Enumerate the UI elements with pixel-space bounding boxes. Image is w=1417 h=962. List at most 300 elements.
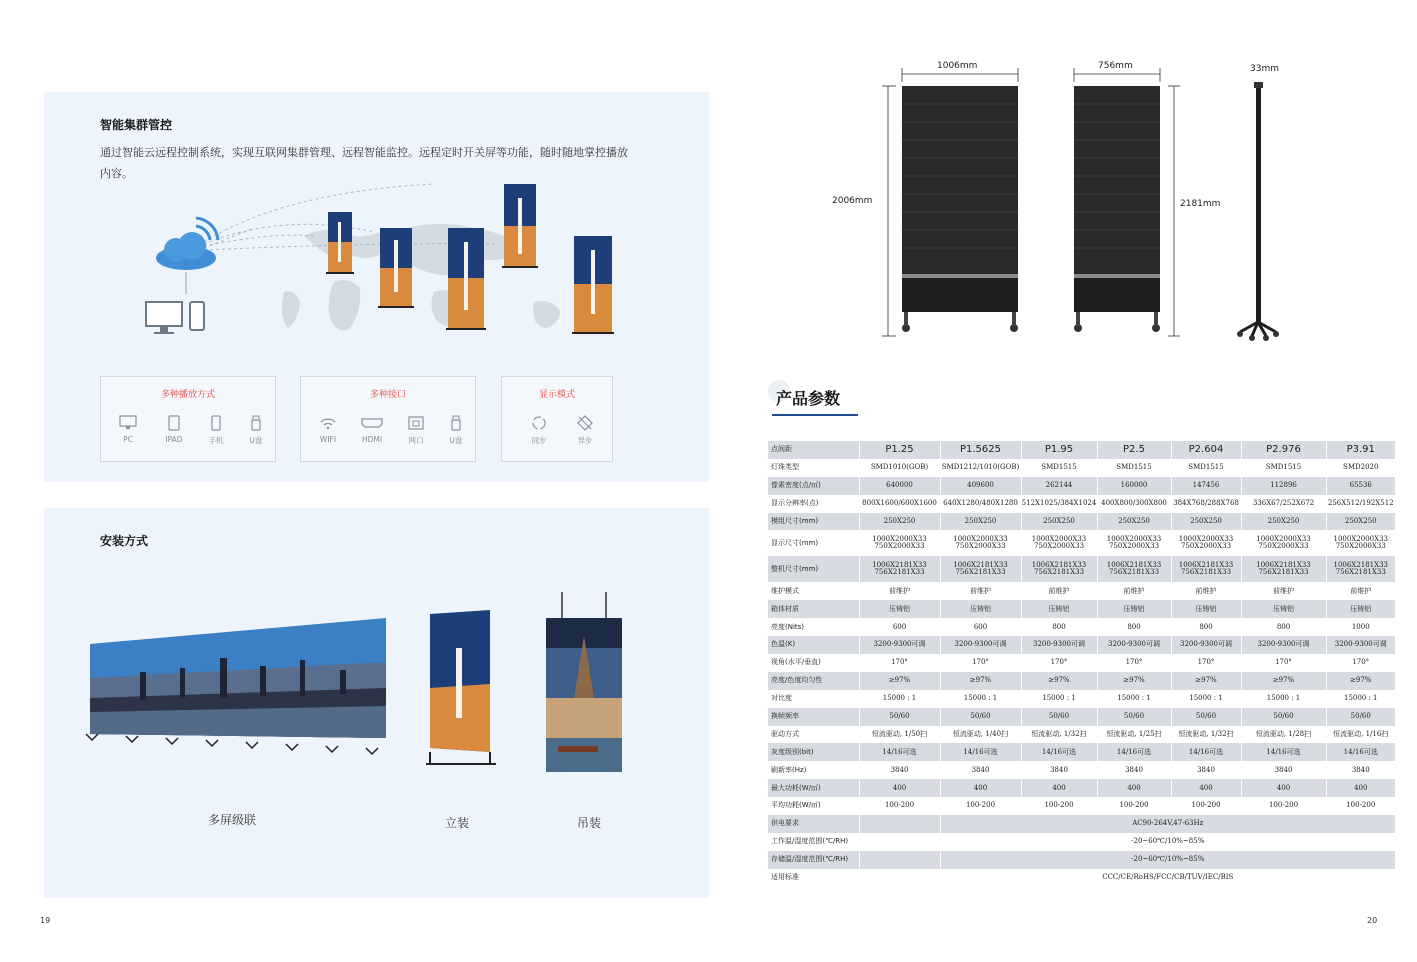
spec-cell xyxy=(1241,797,1326,815)
spec-cell xyxy=(1021,636,1097,654)
spec-row-label: 灰度级别(bit) xyxy=(768,743,859,761)
spec-cell-merged: -20~60℃/10%~85% xyxy=(940,851,1395,869)
spec-cell-value: SMD1010(GOB) xyxy=(870,463,929,472)
spec-cell xyxy=(1326,636,1395,654)
spec-cell-value: 恒流驱动, 1/25扫 xyxy=(1106,729,1162,738)
spec-cell xyxy=(859,761,940,779)
spec-cell-value: 1006X2181X33 xyxy=(1031,561,1087,570)
spec-cell-value: 100-200 xyxy=(965,801,996,810)
spec-row-label: 供电要求 xyxy=(768,815,859,833)
spec-cell xyxy=(1241,618,1326,636)
spec-cell xyxy=(1171,690,1241,708)
spec-cell-value: 前维护 xyxy=(1350,586,1372,595)
spec-cell-value: 100-200 xyxy=(1191,801,1221,810)
spec-cell xyxy=(1171,743,1241,761)
spec-row-label: 维护模式 xyxy=(768,582,859,600)
spec-cell xyxy=(1097,672,1171,690)
spec-cell-value: 1000X2000X33 xyxy=(1256,535,1311,544)
spec-cell xyxy=(1097,779,1171,797)
spec-cell xyxy=(1326,690,1395,708)
spec-cell xyxy=(1097,797,1171,815)
spec-cell-value: 336X67/252X672 xyxy=(1252,498,1315,507)
spec-row xyxy=(768,582,1395,600)
side-unit xyxy=(1237,82,1279,341)
spec-cell-value-2: 756X2181X33 xyxy=(1258,568,1309,577)
spec-cell xyxy=(940,779,1021,797)
spec-cell-value: 170° xyxy=(1197,658,1215,667)
spec-cell-value: 压铸铝 xyxy=(889,604,910,613)
spec-row xyxy=(768,815,1395,833)
spec-cell-value: 前维护 xyxy=(889,586,910,595)
spec-cell-value-2: 756X2181X33 xyxy=(955,568,1006,577)
spec-cell xyxy=(1241,761,1326,779)
feature-label: HDMI xyxy=(361,435,383,444)
spec-cell xyxy=(940,726,1021,744)
tablet-icon xyxy=(165,415,183,431)
spec-cell xyxy=(859,797,940,815)
spec-cell xyxy=(1241,654,1326,672)
spec-cell-value: 15000 : 1 xyxy=(1117,694,1151,703)
spec-cell xyxy=(1241,477,1326,495)
dim-depth: 33mm xyxy=(1250,64,1279,74)
feature-box-display-mode xyxy=(501,376,613,462)
spec-cell-value: 250X250 xyxy=(1267,516,1300,525)
caption-standing: 立装 xyxy=(445,816,470,830)
spec-cell xyxy=(1097,636,1171,654)
spec-cell xyxy=(1171,672,1241,690)
spec-row xyxy=(768,636,1395,654)
spec-row-label: 驱动方式 xyxy=(768,726,859,744)
installation-illustration xyxy=(80,588,640,778)
spec-cell xyxy=(859,654,940,672)
spec-cell xyxy=(859,743,940,761)
spec-cell-value: 15000 : 1 xyxy=(963,694,998,703)
spec-cell-value: 恒流驱动, 1/50扫 xyxy=(871,729,928,738)
spec-row-label: 箱体材质 xyxy=(768,600,859,618)
spec-row xyxy=(768,600,1395,618)
spec-cell-value: 65536 xyxy=(1349,481,1372,490)
spec-model: P1.95 xyxy=(1021,441,1097,459)
spec-cell-value: SMD1515 xyxy=(1116,463,1152,472)
feature-usb xyxy=(241,415,271,446)
spec-cell xyxy=(940,743,1021,761)
spec-row xyxy=(768,869,1395,887)
feature-sync xyxy=(524,415,554,446)
spec-cell-value: 512X1025/384X1024 xyxy=(1021,498,1097,507)
spec-row xyxy=(768,530,1395,556)
spec-cell xyxy=(1021,459,1097,477)
spec-cell xyxy=(1021,797,1097,815)
spec-cell xyxy=(1326,726,1395,744)
spec-cell-value: 压铸铝 xyxy=(1273,604,1294,613)
spec-cell-value: 170° xyxy=(1050,658,1068,667)
spec-cell-value-2: 756X2181X33 xyxy=(1180,568,1232,577)
spec-cell-merged: CCC/CE/RoHS/FCC/CB/TUV/IEC/BIS xyxy=(940,869,1395,887)
spec-table xyxy=(768,441,1395,887)
spec-cell-value: 250X250 xyxy=(1118,516,1150,525)
spec-cell xyxy=(1021,672,1097,690)
spec-cell-value-2: 750X2000X33 xyxy=(1108,542,1160,551)
spec-cell-value: 压铸铝 xyxy=(1123,604,1145,613)
spec-cell-value: 160000 xyxy=(1120,481,1148,490)
spec-cell-value: 15000 : 1 xyxy=(1189,694,1223,703)
spec-cell xyxy=(1021,690,1097,708)
spec-cell xyxy=(1097,726,1171,744)
spec-row xyxy=(768,690,1395,708)
spec-cell-value: 400 xyxy=(973,783,988,792)
spec-row xyxy=(768,708,1395,726)
spec-cell-value: 640000 xyxy=(886,481,913,490)
spec-cell xyxy=(1241,556,1326,582)
standing-screen xyxy=(426,610,496,764)
spec-cell xyxy=(1097,477,1171,495)
spec-cell-value: 前维护 xyxy=(970,586,991,595)
spec-cell-value: 3840 xyxy=(1274,765,1293,774)
spec-cell xyxy=(940,654,1021,672)
spec-row xyxy=(768,618,1395,636)
spec-cell-value: 256X512/192X512 xyxy=(1327,498,1394,507)
spec-cell xyxy=(1326,495,1395,513)
spec-row-label: 工作温/湿度范围(℃/RH) xyxy=(768,833,859,851)
led-screens xyxy=(326,184,614,334)
spec-cell-value-2: 750X2000X33 xyxy=(1335,542,1386,551)
spec-cell xyxy=(1097,708,1171,726)
spec-row-label: 平均功耗(W/㎡) xyxy=(768,797,859,815)
feature-ethernet xyxy=(401,415,431,446)
spec-model: P2.604 xyxy=(1171,441,1241,459)
spec-cell-value: 14/16可选 xyxy=(882,747,917,756)
spec-cell-blank xyxy=(859,833,940,851)
spec-cell xyxy=(1097,513,1171,531)
spec-cell xyxy=(1171,495,1241,513)
spec-cell xyxy=(1326,654,1395,672)
usb-icon xyxy=(447,415,465,431)
dim-height-front: 2006mm xyxy=(832,196,873,206)
spec-row-label: 模组尺寸(mm) xyxy=(768,513,859,531)
spec-cell xyxy=(1171,582,1241,600)
spec-cell-value: 1000X2000X33 xyxy=(1106,535,1162,544)
page-number-right: 20 xyxy=(1367,916,1378,925)
spec-cell-value: 800 xyxy=(1052,622,1066,631)
spec-cell-value: 1000X2000X33 xyxy=(1333,535,1388,544)
spec-cell-value: 1006X2181X33 xyxy=(1178,561,1234,570)
spec-cell xyxy=(1171,708,1241,726)
spec-cell-value: 50/60 xyxy=(889,711,910,720)
spec-cell xyxy=(1171,797,1241,815)
feature-usb xyxy=(441,415,471,446)
spec-cell-value: 250X250 xyxy=(1344,516,1377,525)
spec-cell xyxy=(1171,654,1241,672)
spec-cell xyxy=(1021,530,1097,556)
phone-icon xyxy=(190,302,204,330)
spec-cell xyxy=(1097,495,1171,513)
spec-row xyxy=(768,459,1395,477)
spec-cell-blank xyxy=(859,851,940,869)
spec-cell-value: ≥97% xyxy=(1048,676,1070,685)
feature-label: 手机 xyxy=(208,436,224,445)
spec-model: P2.976 xyxy=(1241,441,1326,459)
spec-cell-value: 800X1600/600X1600 xyxy=(862,498,937,507)
spec-cell xyxy=(1171,459,1241,477)
spec-cell-value: 15000 : 1 xyxy=(1343,694,1378,703)
async-icon xyxy=(576,415,594,431)
spec-row xyxy=(768,797,1395,815)
dim-width-back: 756mm xyxy=(1098,61,1133,71)
spec-cell-value-2: 750X2000X33 xyxy=(1033,542,1085,551)
spec-cell-value: 3200-9300可调 xyxy=(873,640,926,649)
spec-cell xyxy=(1241,495,1326,513)
spec-cell-value: 恒流驱动, 1/28扫 xyxy=(1255,729,1312,738)
spec-cell xyxy=(1326,743,1395,761)
spec-cell xyxy=(1021,779,1097,797)
sync-icon xyxy=(530,415,548,431)
spec-cell xyxy=(1097,690,1171,708)
spec-model: P1.5625 xyxy=(940,441,1021,459)
spec-cell xyxy=(1326,530,1395,556)
spec-cell xyxy=(1241,636,1326,654)
spec-cell-value: 14/16可选 xyxy=(1116,747,1152,756)
spec-row-label: 整机尺寸(mm) xyxy=(768,556,859,582)
spec-cell-value: 50/60 xyxy=(970,711,991,720)
spec-cell xyxy=(859,779,940,797)
spec-cell-value: 250X250 xyxy=(1043,516,1075,525)
spec-row-label: 适用标准 xyxy=(768,869,859,887)
spec-cell-value: 400 xyxy=(1276,783,1291,792)
spec-cell xyxy=(940,477,1021,495)
spec-cell-value: 384X768/288X768 xyxy=(1173,498,1239,507)
monitor-icon xyxy=(146,302,182,334)
spec-cell-value: 15000 : 1 xyxy=(882,694,917,703)
spec-cell-value: 50/60 xyxy=(1123,711,1145,720)
cloud-icon xyxy=(156,218,218,270)
spec-row xyxy=(768,556,1395,582)
spec-cell xyxy=(1171,530,1241,556)
feature-title-display-mode: 显示模式 xyxy=(538,390,575,400)
spec-title-underline xyxy=(772,414,858,416)
spec-row xyxy=(768,477,1395,495)
spec-cell-value-2: 756X2181X33 xyxy=(1108,568,1160,577)
spec-cell xyxy=(1021,600,1097,618)
feature-label: 网口 xyxy=(408,436,424,445)
spec-cell-value: 15000 : 1 xyxy=(1266,694,1301,703)
spec-row-label: 刷新率(Hz) xyxy=(768,761,859,779)
spec-cell xyxy=(1171,556,1241,582)
spec-cell-value: ≥97% xyxy=(969,676,992,685)
spec-cell-value: 400X800/300X800 xyxy=(1101,498,1167,507)
spec-cell xyxy=(1326,582,1395,600)
spec-cell-value: 1006X2181X33 xyxy=(953,561,1008,570)
spec-cell-value-2: 756X2181X33 xyxy=(874,568,925,577)
spec-row-label: 显示尺寸(mm) xyxy=(768,530,859,556)
spec-row xyxy=(768,726,1395,744)
feature-box-playback xyxy=(100,376,276,462)
spec-row xyxy=(768,672,1395,690)
spec-cell-value: 1006X2181X33 xyxy=(872,561,927,570)
spec-cell xyxy=(940,672,1021,690)
front-unit xyxy=(882,68,1018,336)
spec-cell xyxy=(940,618,1021,636)
spec-cell xyxy=(940,582,1021,600)
spec-cell-value: 14/16可选 xyxy=(1188,747,1224,756)
led-screen-3 xyxy=(446,228,486,330)
spec-cell xyxy=(1021,556,1097,582)
spec-cell xyxy=(1171,779,1241,797)
feature-box-interfaces xyxy=(300,376,476,462)
spec-cell xyxy=(1326,600,1395,618)
spec-cell-value: 100-200 xyxy=(1346,801,1376,810)
spec-cell xyxy=(1097,618,1171,636)
spec-cell-value: 1006X2181X33 xyxy=(1333,561,1388,570)
spec-cell-value: SMD1515 xyxy=(1265,463,1302,472)
spec-cell xyxy=(1097,556,1171,582)
feature-title-interfaces: 多种接口 xyxy=(369,390,406,400)
spec-cell xyxy=(1241,743,1326,761)
spec-row-label: 存储温/湿度范围(℃/RH) xyxy=(768,851,859,869)
spec-cell-value: 3200-9300可调 xyxy=(1033,640,1085,649)
spec-cell-value: 3840 xyxy=(971,765,990,774)
spec-cell-value: 170° xyxy=(1352,658,1370,667)
spec-cell xyxy=(1021,708,1097,726)
feature-wifi xyxy=(313,415,343,444)
spec-cell-value: 100-200 xyxy=(1044,801,1074,810)
spec-cell-value: 250X250 xyxy=(1190,516,1222,525)
spec-cell-value: 600 xyxy=(892,622,907,631)
spec-cell xyxy=(940,459,1021,477)
spec-cell-value: 250X250 xyxy=(883,516,916,525)
spec-cell-value-2: 750X2000X33 xyxy=(1258,542,1309,551)
spec-cell xyxy=(1021,495,1097,513)
spec-cell-value-2: 750X2000X33 xyxy=(1180,542,1232,551)
hanging-screen xyxy=(546,592,622,772)
spec-model: P3.91 xyxy=(1326,441,1395,459)
spec-cell xyxy=(940,708,1021,726)
feature-async xyxy=(570,415,600,446)
spec-cell-value: SMD2020 xyxy=(1343,463,1379,472)
spec-cell-value-2: 750X2000X33 xyxy=(955,542,1006,551)
spec-cell xyxy=(1021,726,1097,744)
spec-cell xyxy=(859,530,940,556)
spec-cell xyxy=(1021,582,1097,600)
feature-label: 异步 xyxy=(577,436,593,445)
spec-cell-value: ≥97% xyxy=(1272,676,1295,685)
spec-cell-value: 170° xyxy=(1275,658,1292,667)
ethernet-icon xyxy=(407,415,425,431)
spec-cell xyxy=(1021,654,1097,672)
spec-cell xyxy=(1241,513,1326,531)
page-number-left: 19 xyxy=(40,916,51,925)
spec-cell-value: 压铸铝 xyxy=(1048,604,1070,613)
spec-model: P1.25 xyxy=(859,441,940,459)
spec-cell-value: 400 xyxy=(1052,783,1066,792)
spec-cell xyxy=(1241,459,1326,477)
spec-cell-value: 前维护 xyxy=(1048,586,1070,595)
spec-cell xyxy=(1241,600,1326,618)
spec-cell-value: 170° xyxy=(891,658,908,667)
spec-row-label: 亮度(Nits) xyxy=(768,618,859,636)
spec-cell xyxy=(859,600,940,618)
spec-cell xyxy=(1241,779,1326,797)
spec-cell-value: SMD1212/1010(GOB) xyxy=(941,463,1020,472)
cluster-desc-line1: 通过智能云远程控制系统，实现互联网集群管理、远程智能监控。远程定时开关屏等功能，随时随地掌控播放 xyxy=(100,146,628,159)
product-dimension-drawing xyxy=(820,60,1300,345)
spec-cell-value: 14/16可选 xyxy=(963,747,998,756)
spec-cell-value: 250X250 xyxy=(964,516,997,525)
spec-cell-value: 压铸铝 xyxy=(970,604,991,613)
spec-cell-value: 50/60 xyxy=(1273,711,1294,720)
spec-cell xyxy=(1326,513,1395,531)
spec-cell xyxy=(1171,618,1241,636)
monitor-icon xyxy=(119,415,137,431)
feature-label: WIFI xyxy=(319,435,337,444)
spec-cell xyxy=(1171,761,1241,779)
spec-cell-value: 3200-9300可调 xyxy=(1108,640,1160,649)
spec-cell-value: ≥97% xyxy=(888,676,911,685)
install-title: 安装方式 xyxy=(100,534,149,548)
caption-hanging: 吊装 xyxy=(577,816,602,830)
spec-cell xyxy=(1241,690,1326,708)
spec-cell-value: 压铸铝 xyxy=(1195,604,1217,613)
spec-cell-value: 恒流驱动, 1/32扫 xyxy=(1178,729,1234,738)
spec-cell-value: 3840 xyxy=(1125,765,1143,774)
spec-cell-value: 170° xyxy=(972,658,989,667)
spec-cell xyxy=(859,495,940,513)
wifi-icon xyxy=(319,415,337,431)
spec-cell-value: 1000X2000X33 xyxy=(1178,535,1234,544)
spec-cell xyxy=(940,530,1021,556)
dim-width-front: 1006mm xyxy=(937,61,978,71)
spec-row-label: 对比度 xyxy=(768,690,859,708)
spec-cell xyxy=(1326,708,1395,726)
spec-cell-value: 3200-9300可调 xyxy=(1257,640,1310,649)
spec-cell-value: 1000X2000X33 xyxy=(872,535,927,544)
multi-screen-wall xyxy=(86,618,386,754)
spec-cell-value: 100-200 xyxy=(1119,801,1149,810)
spec-cell-value: 800 xyxy=(1127,622,1141,631)
spec-cell-blank xyxy=(859,815,940,833)
spec-cell xyxy=(859,672,940,690)
spec-row xyxy=(768,513,1395,531)
spec-cell xyxy=(1326,459,1395,477)
spec-row-label: 显示分辨率(点) xyxy=(768,495,859,513)
spec-header-label: 点间距 xyxy=(768,441,859,459)
spec-cell xyxy=(859,556,940,582)
spec-row-label: 换帧频率 xyxy=(768,708,859,726)
spec-cell-value: 恒流驱动, 1/16扫 xyxy=(1333,729,1389,738)
dim-height-back: 2181mm xyxy=(1180,199,1221,209)
spec-cell-value: 1000 xyxy=(1351,622,1370,631)
spec-cell-value: 3840 xyxy=(1351,765,1370,774)
spec-cell-value: 50/60 xyxy=(1350,711,1371,720)
spec-cell xyxy=(940,513,1021,531)
spec-cell xyxy=(940,761,1021,779)
spec-cell-value: 100-200 xyxy=(884,801,915,810)
spec-row xyxy=(768,654,1395,672)
spec-cell-value: 14/16可选 xyxy=(1343,747,1378,756)
spec-cell xyxy=(859,477,940,495)
caption-multi-screen: 多屏级联 xyxy=(208,813,257,827)
cluster-title: 智能集群管控 xyxy=(100,118,173,132)
spec-row-label: 亮度/色度均匀性 xyxy=(768,672,859,690)
feature-phone xyxy=(201,415,231,446)
spec-cell-value: 3200-9300可调 xyxy=(1334,640,1387,649)
spec-row-label: 色温(K) xyxy=(768,636,859,654)
spec-cell xyxy=(1171,513,1241,531)
spec-cell-value: 50/60 xyxy=(1048,711,1070,720)
spec-cell xyxy=(1097,530,1171,556)
spec-cell-value: 14/16可选 xyxy=(1041,747,1077,756)
spec-cell-value: 恒流驱动, 1/40扫 xyxy=(952,729,1009,738)
spec-cell-merged: AC90-264V,47-63Hz xyxy=(940,815,1395,833)
